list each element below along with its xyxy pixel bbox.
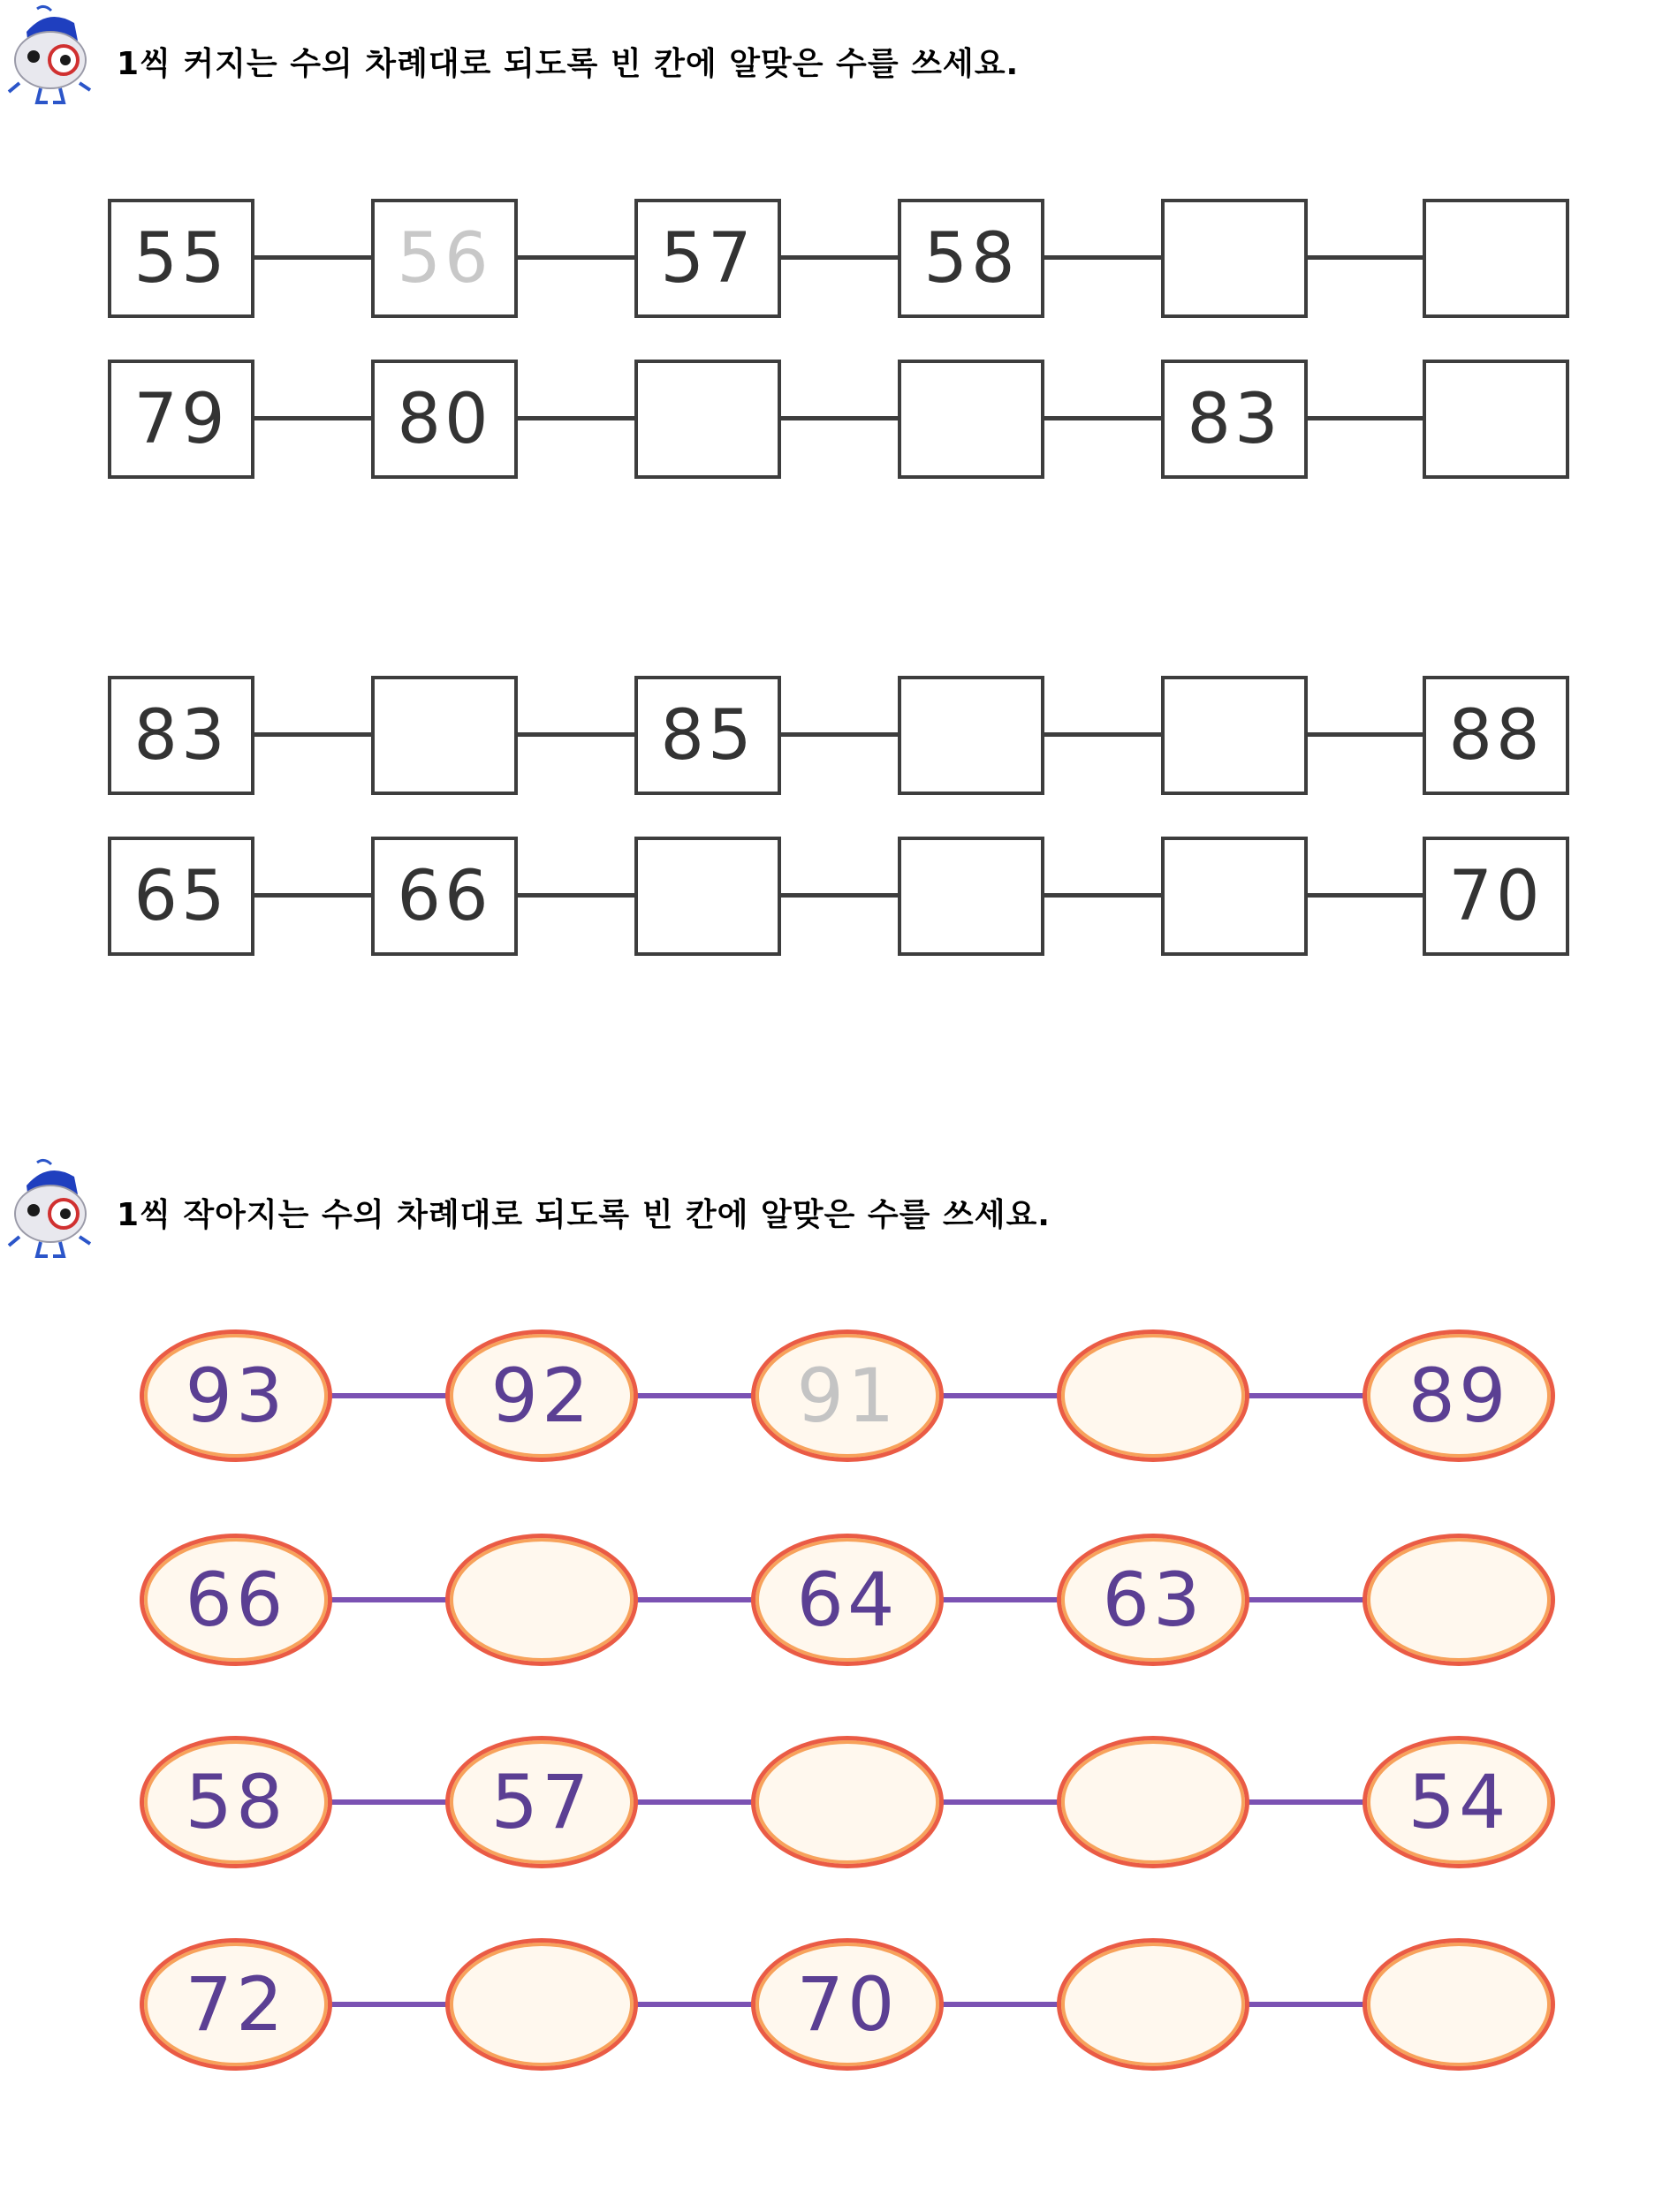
blank-answer-oval[interactable] [751,1736,944,1868]
blank-answer-oval[interactable] [1057,1329,1249,1462]
blank-answer-box[interactable] [898,676,1044,795]
oval-row-3 [140,1736,1553,1868]
number-box: 70 [1423,837,1569,956]
blank-answer-box[interactable] [1161,676,1308,795]
number-oval: 93 [140,1329,332,1462]
square-row-2 [108,360,1566,478]
number-box: 65 [108,837,254,956]
blank-answer-oval[interactable] [445,1534,638,1666]
oval-row-1 [140,1329,1553,1462]
number-oval: 58 [140,1736,332,1868]
number-oval: 72 [140,1938,332,2071]
square-row-3 [108,676,1566,794]
blank-answer-box[interactable] [1423,360,1569,479]
blank-answer-oval[interactable] [1363,1534,1555,1666]
number-oval: 66 [140,1534,332,1666]
blank-answer-box[interactable] [634,360,781,479]
number-box: 55 [108,199,254,318]
row-connector [143,255,1530,260]
square-row-4 [108,837,1566,955]
robot-mascot-icon [2,2,99,108]
number-box: 79 [108,360,254,479]
instruction-decreasing: 1씩 작아지는 수의 차례대로 되도록 빈 칸에 알맞은 수를 쓰세요. [117,1197,1051,1233]
number-oval: 92 [445,1329,638,1462]
number-oval: 54 [1363,1736,1555,1868]
number-box: 58 [898,199,1044,318]
blank-answer-box[interactable] [1423,199,1569,318]
number-oval: 70 [751,1938,944,2071]
instruction-increasing: 1씩 커지는 수의 차례대로 되도록 빈 칸에 알맞은 수를 쓰세요. [117,46,1020,82]
number-box: 66 [371,837,518,956]
blank-answer-oval[interactable] [445,1938,638,2071]
row-connector [143,732,1530,737]
robot-mascot-icon [2,1155,99,1261]
row-connector [143,893,1530,898]
number-box: 83 [108,676,254,795]
blank-answer-box[interactable] [1161,199,1308,318]
row-connector [143,416,1530,420]
blank-answer-box[interactable] [1161,837,1308,956]
blank-answer-box[interactable] [371,676,518,795]
number-box: 88 [1423,676,1569,795]
number-box: 83 [1161,360,1308,479]
blank-answer-box[interactable] [634,837,781,956]
traced-number-oval: 91 [751,1329,944,1462]
number-box: 57 [634,199,781,318]
blank-answer-oval[interactable] [1363,1938,1555,2071]
number-box: 80 [371,360,518,479]
square-row-1 [108,199,1566,317]
blank-answer-box[interactable] [898,837,1044,956]
blank-answer-box[interactable] [898,360,1044,479]
oval-row-2 [140,1534,1553,1666]
number-box: 85 [634,676,781,795]
traced-number-box: 56 [371,199,518,318]
number-oval: 63 [1057,1534,1249,1666]
number-oval: 64 [751,1534,944,1666]
blank-answer-oval[interactable] [1057,1736,1249,1868]
blank-answer-oval[interactable] [1057,1938,1249,2071]
number-oval: 57 [445,1736,638,1868]
number-oval: 89 [1363,1329,1555,1462]
oval-row-4 [140,1938,1553,2071]
